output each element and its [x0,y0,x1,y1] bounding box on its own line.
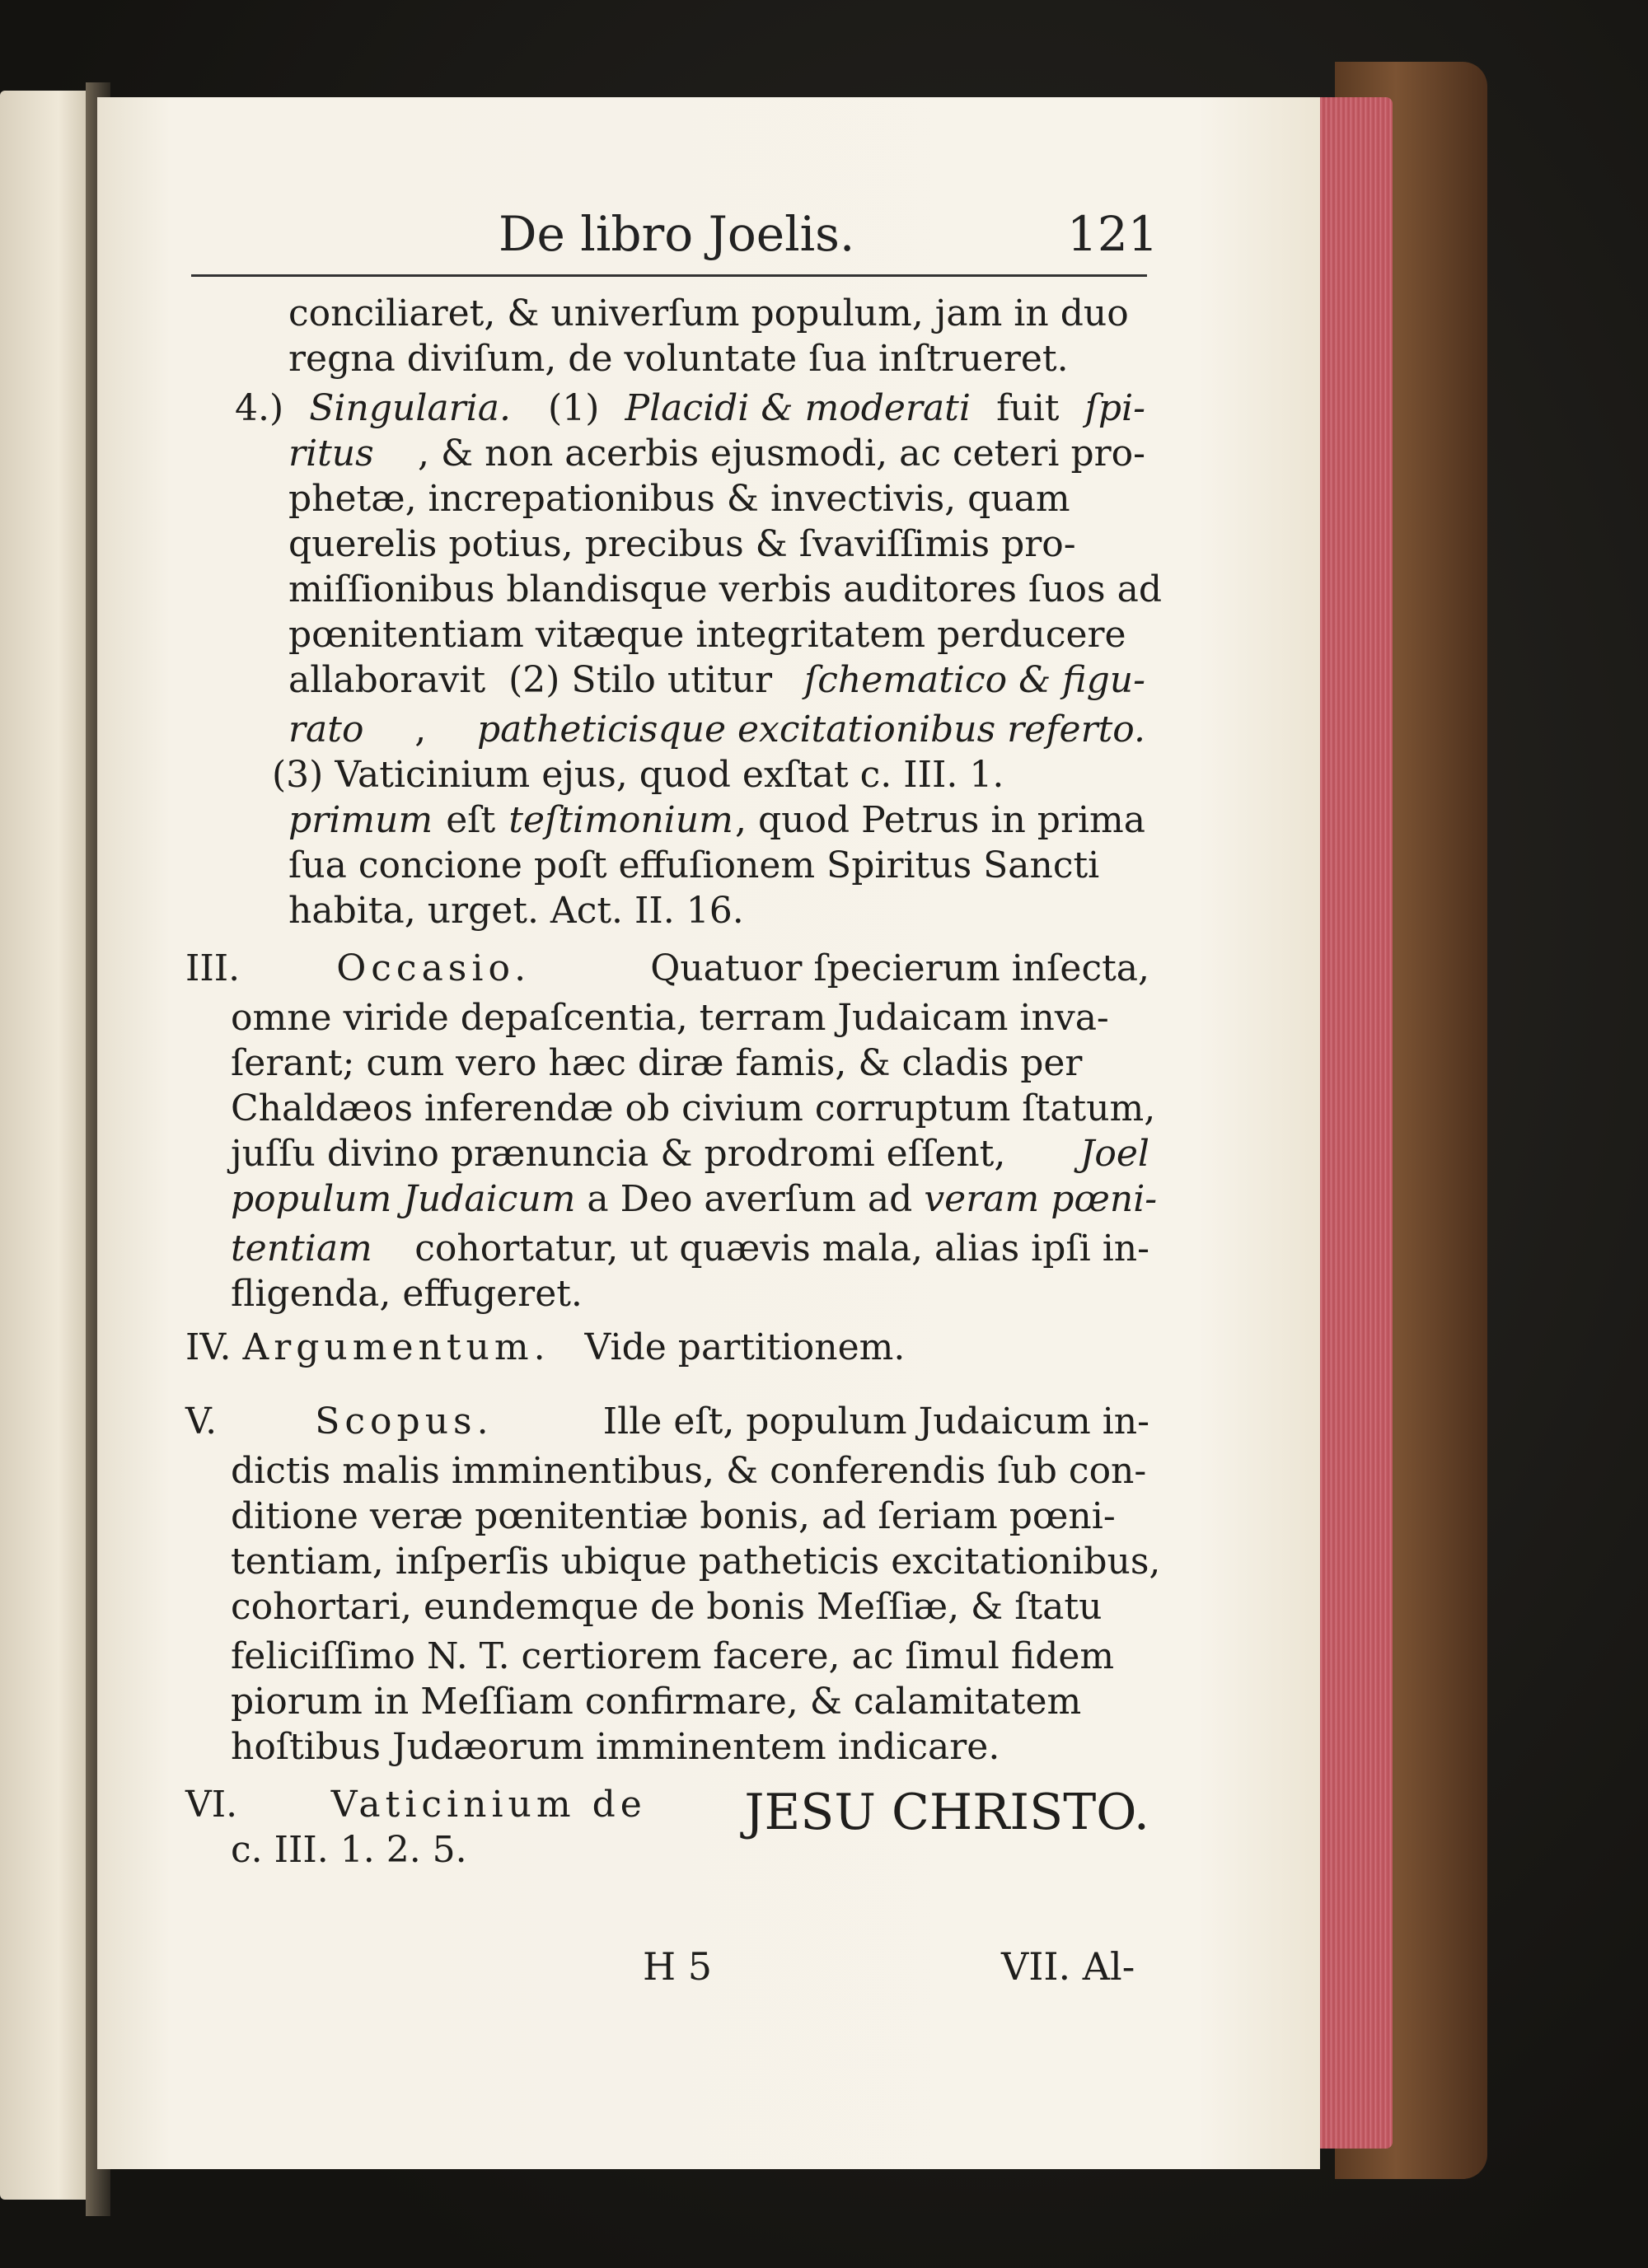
text-run: piorum in Meſſiam confirmare, & calamitatem [231,1681,1082,1723]
text-run: conciliaret, & univerſum populum, jam in duo [288,292,1129,334]
text-run: Singularia. [309,387,511,429]
running-head: De libro Joelis. [499,206,855,262]
text-run: veram pœni- [924,1178,1158,1220]
text-line [231,1450,1149,1492]
red-page-edge [1317,97,1393,2149]
text-run: regna diviſum, de voluntate ſua inſtrueret. [288,338,1069,380]
text-line [288,844,1145,886]
text-line [288,292,1145,334]
text-run: , [403,708,438,751]
text-line [231,1042,1149,1084]
text-run: Joel [1079,1133,1149,1175]
facing-page-edge [0,91,97,2200]
text-line [231,1681,1149,1723]
text-run: hoſtibus Judæorum imminentem indicare. [231,1726,1000,1768]
text-run: c. III. 1. 2. 5. [231,1829,467,1871]
catchword: VII. Al- [1001,1944,1135,1989]
text-run: dictis malis imminentibus, & conferendis ſub con- [231,1450,1147,1492]
text-run: ritus [288,433,374,475]
text-run: allaboravit (2) Stilo utitur [288,659,784,701]
text-run: pœnitentiam vitæque integritatem perducere [288,614,1126,656]
text-run: III. [185,947,252,989]
text-run: fuit [985,387,1071,429]
text-run: 4.) [235,387,296,429]
page-number: 121 [1067,206,1159,262]
text-line [231,1273,1149,1315]
text-run: habita, urget. Act. II. 16. [288,890,744,932]
text-line [231,997,1149,1039]
text-run: Chaldæos inferendæ ob civium corruptum ſtatum, [231,1087,1156,1129]
text-run: ditione veræ pœnitentiæ bonis, ad ſeriam pœni- [231,1495,1116,1537]
text-run: IV. [185,1326,243,1368]
text-run: ſchematico & figu- [803,659,1145,701]
text-run: cohortatur, ut quævis mala, alias ipſi in- [403,1228,1149,1270]
text-line [272,754,1145,796]
text-run: patheticisque excitationibus referto. [476,708,1145,751]
text-line [231,1829,1149,1871]
text-run: omne viride depaſcentia, terram Judaicam inva- [231,997,1109,1039]
text-run: Placidi & moderati [625,387,971,429]
text-line [288,708,1145,751]
text-line [288,799,1145,841]
text-run: Vide partitionem. [550,1326,906,1368]
text-run: teſtimonium [508,799,733,841]
text-run: VI. [185,1784,250,1826]
text-run: phetæ, increpationibus & invectivis, quam [288,478,1070,520]
text-line [288,659,1145,701]
text-run: feliciſſimo N. T. certiorem facere, ac ſimul fidem [231,1635,1115,1677]
text-run: Ille eſt, populum Judaicum in- [579,1401,1149,1443]
text-run: cohortari, eundemque de bonis Meſſiæ, & ſtatu [231,1586,1103,1628]
text-line [235,387,1145,429]
text-run: ſerant; cum vero hæc diræ famis, & cladis per [231,1042,1083,1084]
text-line [185,1326,1149,1368]
text-line [288,338,1145,380]
text-run: Quatuor ſpecierum inſecta, [616,947,1149,989]
text-run: V. [185,1401,229,1443]
text-run: fligenda, effugeret. [231,1273,583,1315]
text-line [231,1228,1149,1270]
text-run: Vaticinium de [330,1784,647,1826]
text-line [185,1401,1149,1443]
signature-mark: H 5 [643,1944,713,1989]
text-line [288,523,1145,565]
text-run: eſt [434,799,508,841]
text-run: JESU CHRISTO. [728,1784,1149,1841]
text-run: tentiam, inſperſis ubique patheticis excitationibus, [231,1541,1161,1583]
text-run: juſſu divino prænuncia & prodromi eſſent, [231,1133,1018,1175]
text-run: populum Judaicum [231,1178,576,1220]
text-run: Scopus. [315,1401,494,1443]
text-line [231,1133,1149,1175]
text-run: tentiam [231,1228,372,1270]
text-run: ſpi- [1084,387,1145,429]
text-line [185,947,1149,989]
text-run: miſſionibus blandisque verbis auditores ſuos ad [288,568,1162,610]
text-run: querelis potius, precibus & ſvaviſſimis pro- [288,523,1076,565]
text-line [288,478,1145,520]
text-line [231,1586,1149,1628]
text-run: (3) Vaticinium ejus, quod exſtat c. III. 1. [272,754,1004,796]
header-rule [191,274,1147,277]
text-line [288,433,1145,475]
text-line [288,568,1162,610]
text-run: Occasio. [336,947,531,989]
text-run: (1) [525,387,611,429]
text-run: , quod Petrus in prima [734,799,1145,841]
text-run: primum [288,799,433,841]
text-line [231,1495,1149,1537]
text-line [288,614,1145,656]
text-line [231,1178,1158,1220]
text-line [231,1087,1156,1129]
text-line [231,1635,1149,1677]
text-run: Argumentum. [242,1326,550,1368]
text-run: rato [288,708,364,751]
text-line [231,1726,1149,1768]
text-run: a Deo averſum ad [575,1178,925,1220]
text-run: ſua concione poſt effuſionem Spiritus Sancti [288,844,1100,886]
text-line [231,1541,1161,1583]
text-run: , & non acerbis ejusmodi, ac ceteri pro- [418,433,1145,475]
text-line [288,890,1145,932]
